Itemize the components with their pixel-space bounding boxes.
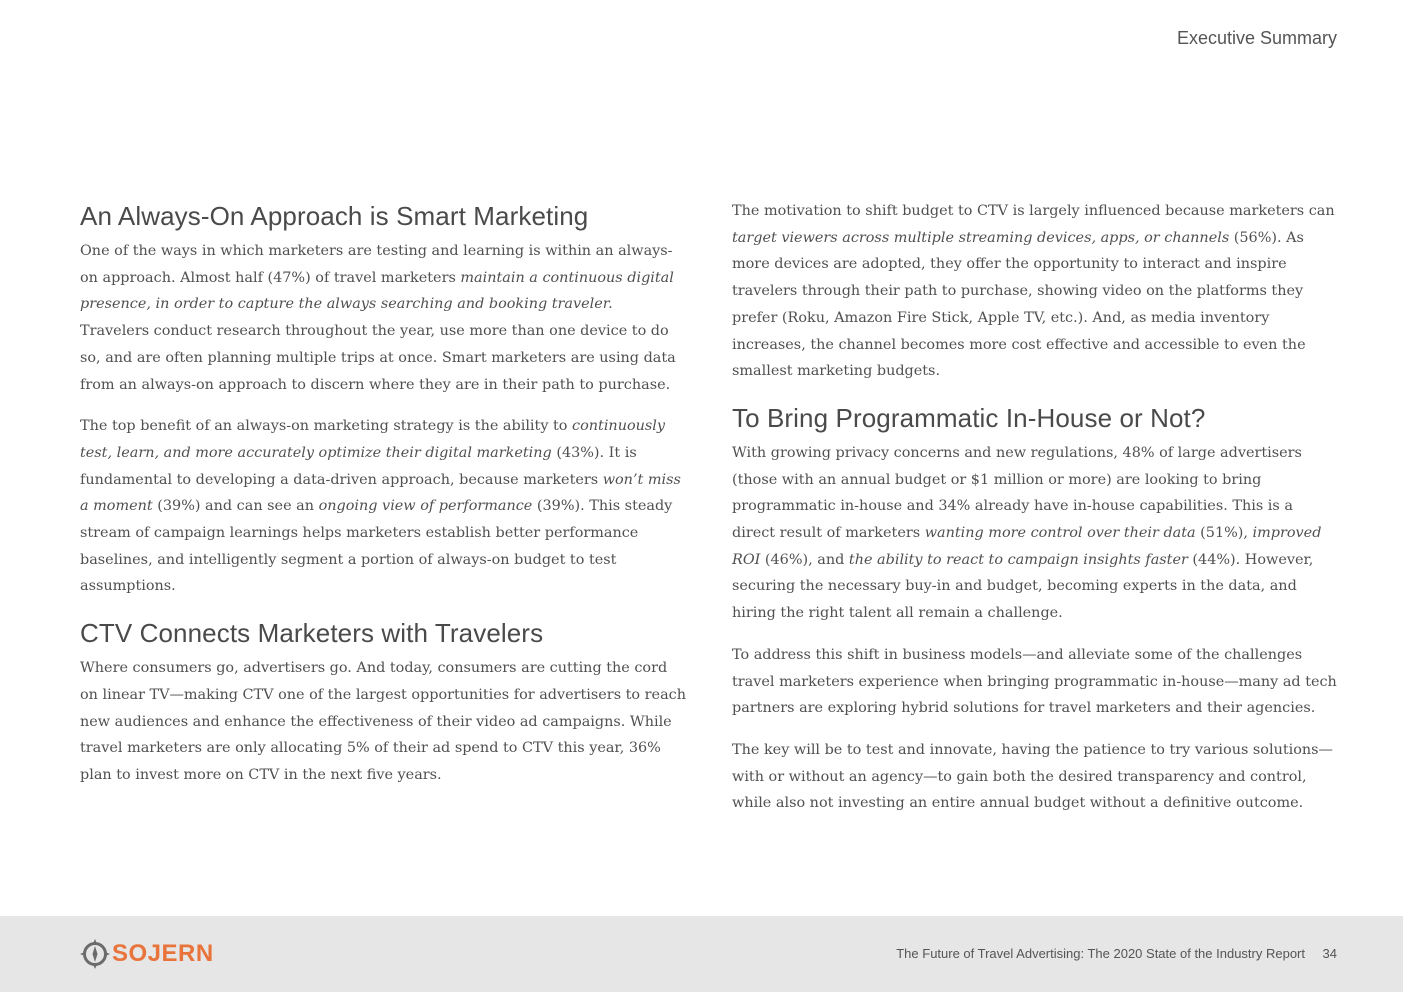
page-number: 34 [1322,946,1337,961]
text-run: (43%). It is fundamental to developing a data-driven approach, because marketers [80,444,637,488]
text-run: The top benefit of an always-on marketing strategy is the ability to [80,418,573,435]
text-run: One of the ways in which marketers are testing and learning is within an always-on approach. Almost half (47%) of travel marketers [80,243,673,286]
page-footer [0,916,1403,992]
paragraph-always-on-1 [80,238,686,398]
section-label: Executive Summary [1176,28,1337,48]
paragraph-ctv: Where consumers go, advertisers go. And today, consumers are cutting the cord on linear TV—making CTV one of the largest opportunities for advertisers to reach new audiences and enhance the effectiveness of their video ad campaigns. While travel marketers are only allocating 5% of their ad spend to CTV this year, 36% plan to invest more on CTV in the next five years. [80,660,686,783]
logo-wordmark: SOJERN [112,940,214,967]
italic-run: the ability to react to campaign insights faster [848,551,1188,568]
text-run: (56%). As more devices are adopted, they offer the opportunity to interact and inspire travelers through their path to purchase, showing video on the platforms they prefer (Roku, Amazon Fire Stick, Apple TV, etc.). And, as media inventory increases, the channel becomes more cost effective and accessible to even the smallest marketing budgets. [732,229,1306,380]
italic-run: ongoing view of performance [318,498,533,515]
compass-icon [80,939,110,969]
text-run: (44%). However, securing the necessary buy-in and budget, becoming experts in the data, and hiring the right talent all remain a challenge. [732,551,1314,622]
text-run: (51%), [1195,525,1253,542]
paragraph-programmatic-2: To address this shift in business models—and alleviate some of the challenges travel marketers experience when bringing programmatic in-house—many ad tech partners are exploring hybrid solutions for travel marketers and their agencies. [732,646,1337,717]
italic-run: maintain a continuous digital presence, in order to capture the always searching and booking traveler. [80,269,674,313]
paragraph-programmatic-3: The key will be to test and innovate, having the patience to try various solutions—with or without an agency—to gain both the desired transparency and control, while also not investing an entire annual budget without a definitive outcome. [732,741,1333,812]
text-run: The motivation to shift budget to CTV is largely influenced because marketers can [732,203,1335,219]
left-column [80,198,686,804]
italic-run: continuously test, learn, and more accurately optimize their digital marketing [80,418,666,461]
italic-run: wanting more control over their data [924,525,1196,542]
paragraph-ctv-motivation [732,198,1338,385]
italic-run: improved ROI [732,525,1322,568]
sojern-logo [80,939,214,969]
italic-run: won’t miss a moment [80,471,681,515]
text-run: (46%), and [760,551,849,568]
heading-always-on: An Always-On Approach is Smart Marketing [80,201,589,231]
report-title: The Future of Travel Advertising: The 2020 State of the Industry Report [896,946,1305,961]
right-column [732,198,1338,832]
heading-ctv: CTV Connects Marketers with Travelers [80,618,544,649]
paragraph-always-on-2 [80,413,686,600]
paragraph-programmatic-1 [732,440,1338,627]
heading-programmatic: To Bring Programmatic In-House or Not? [732,402,1206,433]
text-run: Travelers conduct research throughout the year, use more than one device to do so, and are often planning multiple trips at once. Smart marketers are using data from an always-on approach to discern where they are in their path to purchase. [80,323,676,393]
text-run: (39%). This steady stream of campaign learnings helps marketers establish better performance baselines, and intelligently segment a portion of always-on budget to test assumptions. [80,498,673,595]
text-run: (39%) and can see an [152,498,319,515]
text-run: With growing privacy concerns and new regulations, 48% of large advertisers (those with an annual budget or $1 million or more) are looking to bring programmatic in-house and 34% already have in-house capabilities. This is a direct result of marketers [732,444,1302,542]
italic-run: target viewers across multiple streaming devices, apps, or channels [732,229,1230,246]
